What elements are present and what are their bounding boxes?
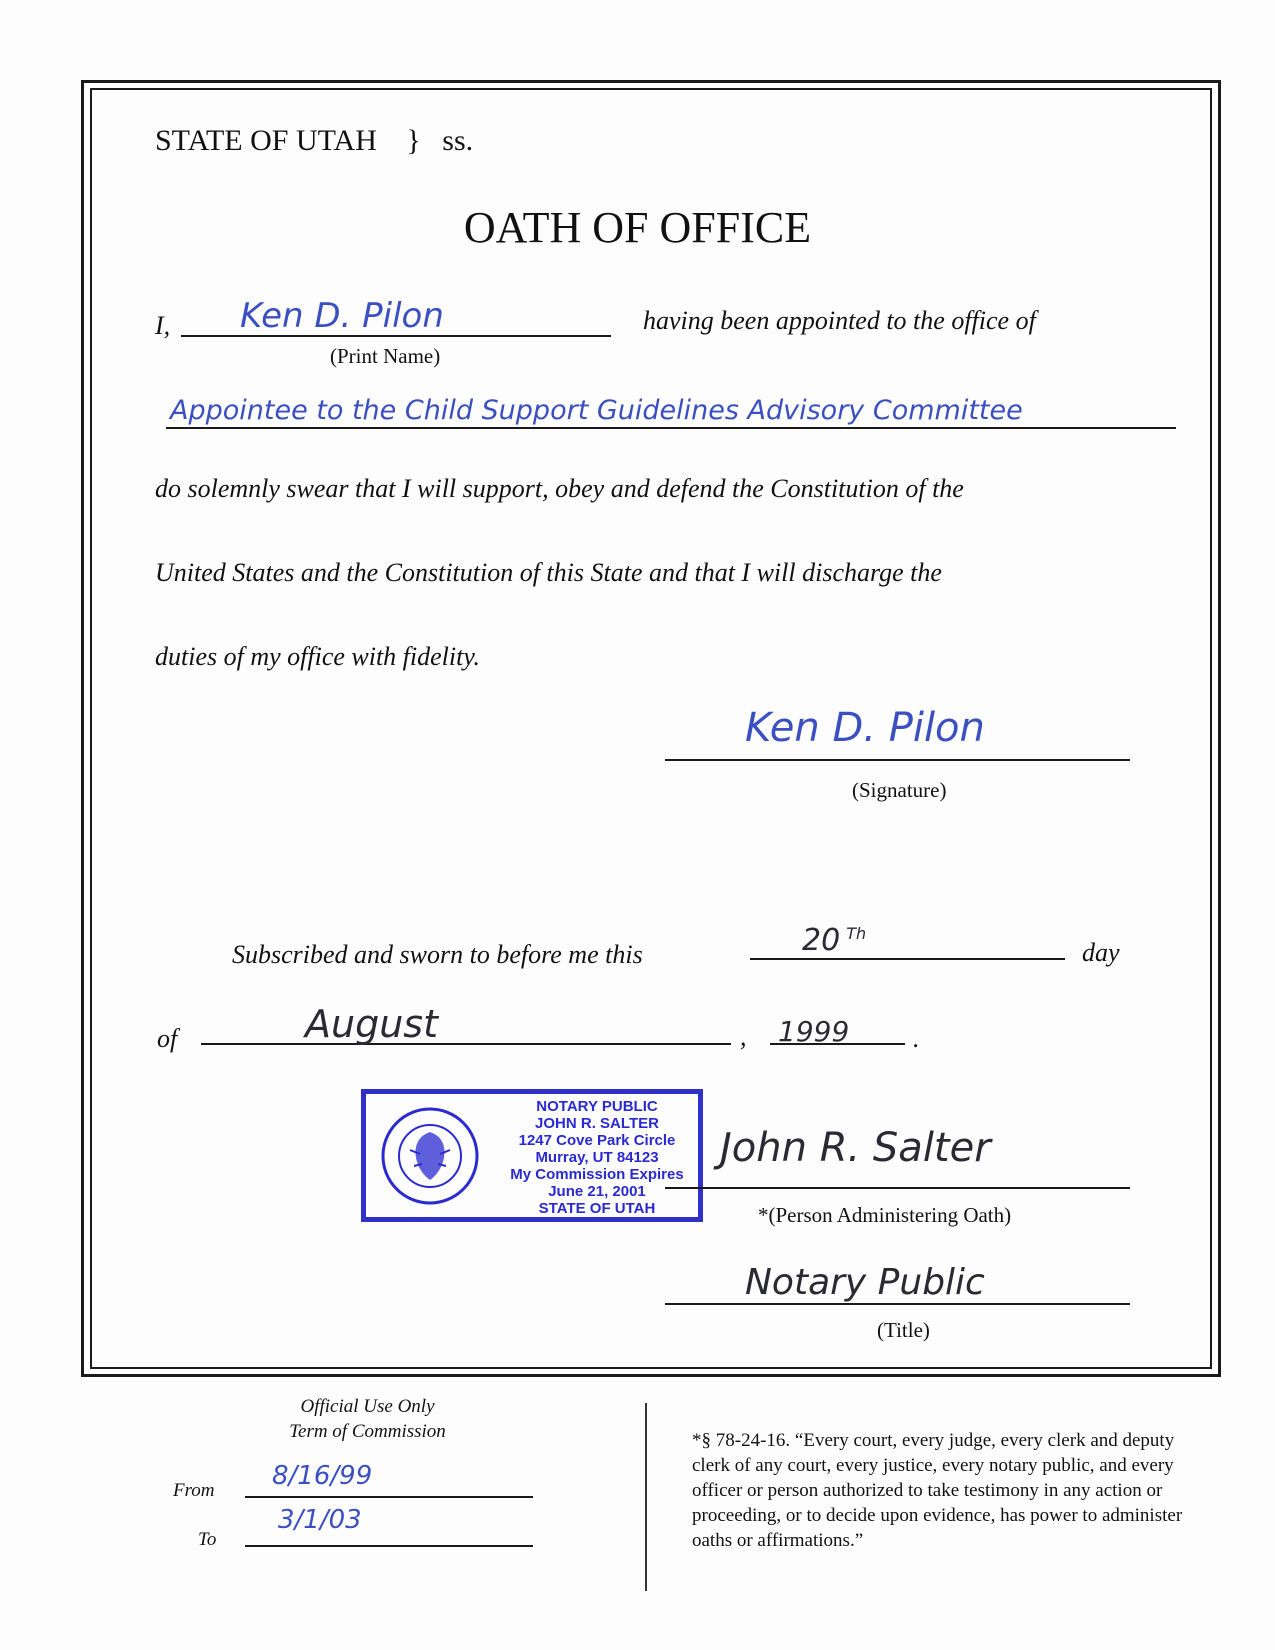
administrator-caption: *(Person Administering Oath) bbox=[758, 1203, 1012, 1227]
from-line bbox=[245, 1496, 533, 1498]
print-name-caption: (Print Name) bbox=[330, 344, 441, 368]
print-name-value: Ken D. Pilon bbox=[240, 296, 444, 336]
state-seal-icon bbox=[380, 1106, 480, 1206]
day-line bbox=[750, 958, 1065, 960]
page-title: OATH OF OFFICE bbox=[463, 203, 812, 252]
stamp-line: My Commission Expires bbox=[510, 1166, 684, 1183]
i-prefix: I, bbox=[155, 311, 171, 340]
to-line bbox=[245, 1545, 533, 1547]
notary-stamp bbox=[361, 1089, 703, 1222]
oath-line-3: duties of my office with fidelity. bbox=[155, 642, 480, 671]
administrator-line bbox=[665, 1187, 1130, 1189]
day-suffix: Th bbox=[846, 924, 867, 943]
month-value: August bbox=[305, 1002, 438, 1046]
stamp-text bbox=[491, 1098, 703, 1217]
signature-value: Ken D. Pilon bbox=[745, 705, 985, 751]
stamp-line: Murray, UT 84123 bbox=[535, 1149, 659, 1166]
statute-text: *§ 78-24-16. “Every court, every judge, every clerk and deputy clerk of any court, every justice, every notary public, and every officer or person authorized to take testimony in any action or proceeding, or to decide upon evidence, has power to administer oaths or affirmations.” bbox=[692, 1430, 1183, 1551]
stamp-line: NOTARY PUBLIC bbox=[536, 1098, 658, 1115]
year-period: . bbox=[913, 1024, 920, 1053]
title-line bbox=[665, 1303, 1130, 1305]
oath-line-1: do solemnly swear that I will support, obey and defend the Constitution of the bbox=[155, 474, 964, 503]
title-caption: (Title) bbox=[877, 1318, 930, 1342]
state-name: STATE OF UTAH bbox=[155, 124, 377, 157]
oath-line-2: United States and the Constitution of this State and that I will discharge the bbox=[155, 558, 942, 587]
brace: } bbox=[406, 124, 421, 157]
office-value: Appointee to the Child Support Guidelines Advisory Committee bbox=[170, 395, 1023, 426]
signature-line bbox=[665, 759, 1130, 761]
month-line bbox=[201, 1043, 731, 1045]
stamp-line: STATE OF UTAH bbox=[538, 1200, 656, 1217]
ss-label: ss. bbox=[442, 124, 474, 157]
stamp-line: JOHN R. SALTER bbox=[535, 1115, 659, 1132]
state-heading bbox=[155, 124, 473, 158]
administrator-signature: John R. Salter bbox=[720, 1125, 991, 1171]
day-value bbox=[802, 923, 866, 958]
from-label: From bbox=[173, 1480, 215, 1501]
office-line bbox=[166, 427, 1176, 429]
year-value: 1999 bbox=[778, 1015, 850, 1048]
term-heading: Term of Commission bbox=[289, 1421, 446, 1442]
official-use-heading: Official Use Only bbox=[300, 1396, 435, 1417]
to-label: To bbox=[198, 1529, 217, 1550]
signature-caption: (Signature) bbox=[852, 778, 947, 802]
sworn-text: Subscribed and sworn to before me this bbox=[232, 940, 643, 969]
stamp-line: 1247 Cove Park Circle bbox=[518, 1132, 676, 1149]
of-word: of bbox=[157, 1024, 178, 1053]
from-value: 8/16/99 bbox=[272, 1461, 373, 1491]
day-number: 20 bbox=[802, 923, 841, 958]
appointed-text: having been appointed to the office of bbox=[643, 306, 1036, 335]
section-divider bbox=[645, 1403, 647, 1591]
stamp-line: June 21, 2001 bbox=[548, 1183, 646, 1200]
day-word: day bbox=[1082, 938, 1120, 967]
title-value: Notary Public bbox=[745, 1262, 985, 1303]
to-value: 3/1/03 bbox=[278, 1505, 362, 1535]
month-comma: , bbox=[740, 1022, 747, 1051]
